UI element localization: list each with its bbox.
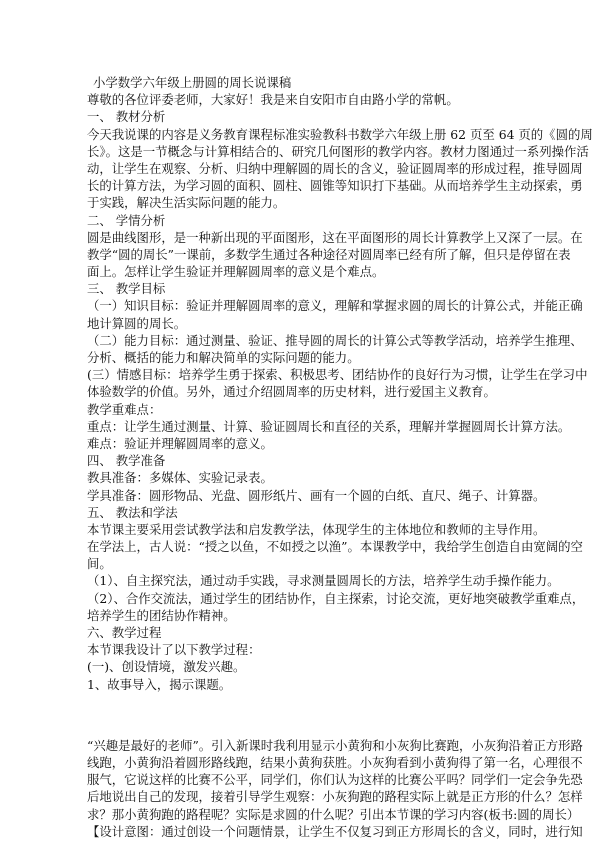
paragraph-line: 本节课主要采用尝试教学法和启发教学法，体现学生的主体地位和教师的主导作用。 bbox=[87, 521, 546, 537]
heading-methods: 五、 教法和学法 bbox=[87, 504, 178, 520]
paragraph-line: 后地说出自己的发现，接着引导学生观察：小灰狗跑的路程实际上就是正方形的什么？怎样 bbox=[87, 789, 583, 805]
paragraph-line: 线跑，小黄狗沿着圆形路线跑，结果小黄狗获胜。小灰狗看到小黄狗得了第一名，心理很不 bbox=[87, 754, 583, 770]
greeting-line: 尊敬的各位评委老师，大家好！我是来自安阳市自由路小学的常帆。 bbox=[87, 92, 459, 108]
paragraph-line: 教学“圆的周长”一课前，多数学生通过各种途径对圆周率已经有所了解，但只是停留在表 bbox=[87, 246, 571, 262]
heading-student-analysis: 二、 学情分析 bbox=[87, 212, 166, 228]
paragraph-line: 在学法上，古人说：“授之以鱼，不如授之以渔”。本课教学中，我给学生创造自由宽阔的空 bbox=[87, 539, 583, 555]
paragraph-line: 服气，它说这样的比赛不公平，同学们，你们认为这样的比赛公平吗？同学们一定会争先恐 bbox=[87, 772, 583, 788]
paragraph-line: 动，让学生在观察、分析、归纳中理解圆的周长的含义，验证圆周率的形成过程，推导圆周 bbox=[87, 160, 583, 176]
paragraph-line: 培养学生的团结协作精神。 bbox=[87, 607, 236, 623]
paragraph-line: 于实践，解决生活实际问题的能力。 bbox=[87, 195, 286, 211]
paragraph-line: （1）、自主探究法，通过动手实践，寻求测量圆周长的方法，培养学生动手操作能力。 bbox=[87, 573, 560, 589]
paragraph-line: 难点：验证并理解圆周率的意义。 bbox=[87, 435, 273, 451]
paragraph-line: 1、故事导入，揭示课题。 bbox=[87, 676, 232, 692]
paragraph-line: 圆是曲线图形，是一种新出现的平面图形，这在平面图形的周长计算教学上又深了一层。在 bbox=[87, 229, 583, 245]
paragraph-line: 面上。怎样让学生验证并理解圆周率的意义是个难点。 bbox=[87, 264, 385, 280]
paragraph-line: “兴趣是最好的老师”。引入新课时我利用显示小黄狗和小灰狗比赛跑，小灰狗沿着正方形路 bbox=[87, 737, 583, 753]
paragraph-line: (三）情感目标：培养学生勇于探索、积极思考、团结协作的良好行为习惯，让学生在学习中 bbox=[87, 367, 588, 383]
paragraph-line: 长的计算方法，为学习圆的面积、圆柱、圆锥等知识打下基础。从而培养学生主动探索，勇 bbox=[87, 178, 583, 194]
paragraph-line: 【设计意图：通过创设一个问题情景，让学生不仅复习到正方形周长的含义，同时，进行知 bbox=[87, 823, 583, 839]
section-block-upper bbox=[87, 108, 593, 692]
paragraph-line: 间。 bbox=[87, 556, 112, 572]
paragraph-line: 重点：让学生通过测量、计算、验证圆周长和直径的关系，理解并掌握圆周长计算方法。 bbox=[87, 418, 571, 434]
subheading-key-points: 教学重难点： bbox=[87, 401, 162, 417]
paragraph-line: 体验数学的价值。另外，通过介绍圆周率的历史材料，进行爱国主义教育。 bbox=[87, 384, 496, 400]
heading-preparation: 四、 教学准备 bbox=[87, 453, 166, 469]
paragraph-line: （二）能力目标：通过测量、验证、推导圆的周长的计算公式等教学活动，培养学生推理、 bbox=[87, 332, 583, 348]
paragraph-line: 教具准备：多媒体、实验记录表。 bbox=[87, 470, 273, 486]
paragraph-line: 今天我说课的内容是义务教育课程标准实验教科书数学六年级上册 62 页至 64 页的《圆的周 bbox=[87, 126, 593, 142]
heading-teaching-goals: 三、 教学目标 bbox=[87, 281, 166, 297]
document-title: 小学数学六年级上册圆的周长说课稿 bbox=[93, 75, 292, 90]
heading-teaching-process: 六、教学过程 bbox=[87, 625, 162, 640]
paragraph-line: 地计算圆的周长。 bbox=[87, 315, 187, 331]
section-block-lower bbox=[87, 737, 583, 840]
paragraph-line: 分析、概括的能力和解决简单的实际问题的能力。 bbox=[87, 350, 360, 365]
paragraph-line: 求？那小黄狗跑的路程呢？实际是求圆的什么呢？引出本节课的学习内容(板书:圆的周长） bbox=[87, 806, 580, 822]
heading-teaching-material: 一、 教材分析 bbox=[87, 109, 166, 125]
blank-gap bbox=[87, 693, 519, 737]
paragraph-line: 长》。这是一节概念与计算相结合的、研究几何图形的教学内容。教材力图通过一系列操作活 bbox=[87, 143, 589, 159]
paragraph-line: 学具准备：圆形物品、光盘、圆形纸片、画有一个圆的白纸、直尺、绳子、计算器。 bbox=[87, 487, 546, 503]
paragraph-line: （一）知识目标：验证并理解圆周率的意义，理解和掌握求圆的周长的计算公式，并能正确 bbox=[87, 298, 583, 314]
paragraph-line: (一)、创设情境，激发兴趣。 bbox=[87, 659, 246, 675]
paragraph-line: 本节课我设计了以下教学过程： bbox=[87, 642, 261, 658]
document-page bbox=[87, 74, 593, 840]
paragraph-line: （2）、合作交流法，通过学生的团结协作，自主探索，讨论交流，更好地突破教学重难点， bbox=[87, 590, 585, 606]
